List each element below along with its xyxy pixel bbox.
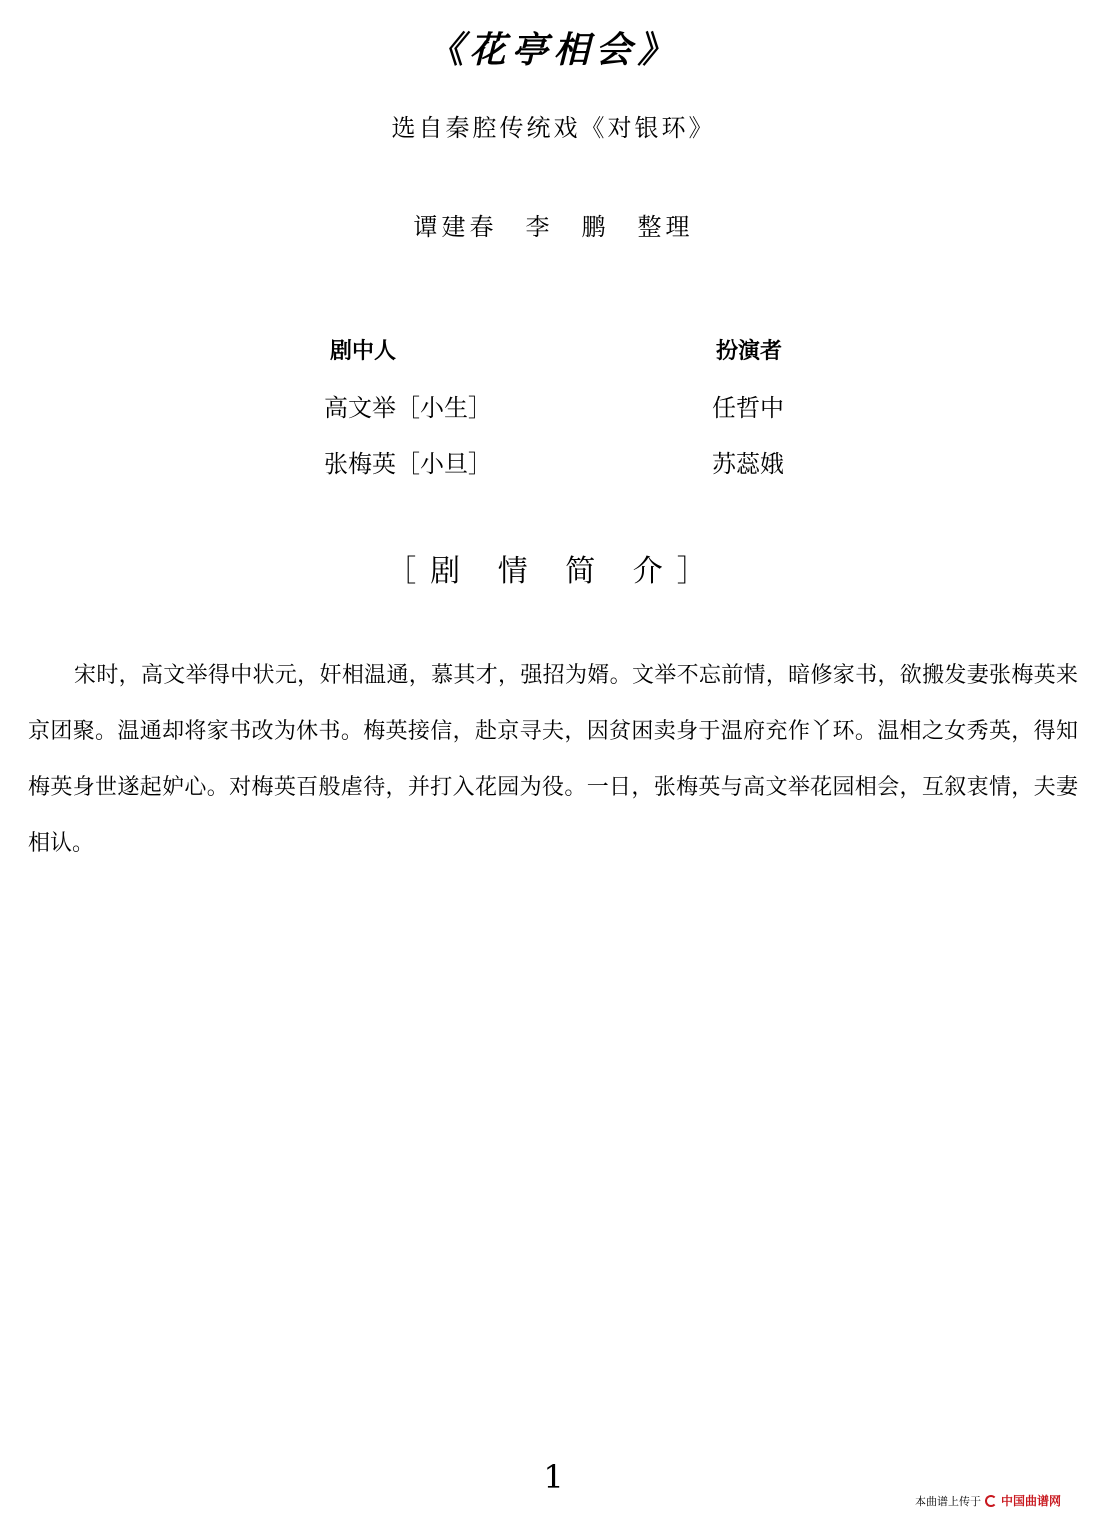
upload-note: 本曲谱上传于 (915, 1494, 981, 1508)
page-number: 1 (543, 1458, 564, 1496)
performer-name: 任哲中 (712, 394, 784, 422)
cast-row (324, 388, 492, 423)
upload-footer (915, 1492, 1061, 1509)
performer-name: 苏蕊娥 (712, 450, 784, 478)
site-logo-icon (985, 1495, 997, 1507)
character-role: ［小旦］ (396, 450, 492, 478)
document-subtitle: 选自秦腔传统戏《对银环》 (391, 114, 716, 142)
character-column-header: 剧中人 (330, 339, 397, 364)
arrangers-line: 谭建春 李 鹏 整理 (413, 213, 694, 241)
document-title: 《花亭相会》 (427, 29, 680, 71)
performer-column-header: 扮演者 (716, 339, 783, 364)
character-name: 高文举 (324, 394, 396, 422)
character-role: ［小生］ (396, 394, 492, 422)
synopsis-heading: ［剧 情 简 介］ (386, 554, 721, 589)
character-name: 张梅英 (324, 450, 396, 478)
cast-row (324, 444, 492, 479)
synopsis-text: 宋时，高文举得中状元，奸相温通，慕其才，强招为婿。文举不忘前情，暗修家书，欲搬发妻张梅英来京团聚。温通却将家书改为休书。梅英接信，赴京寻夫，因贫困卖身于温府充作丫环。温相之女秀英，得知梅英身世遂起妒心。对梅英百般虐待，并打入花园为役。一日，张梅英与高文举花园相会，互叙衷情，夫妻相认。 (28, 663, 1078, 856)
site-name: 中国曲谱网 (1001, 1494, 1062, 1508)
